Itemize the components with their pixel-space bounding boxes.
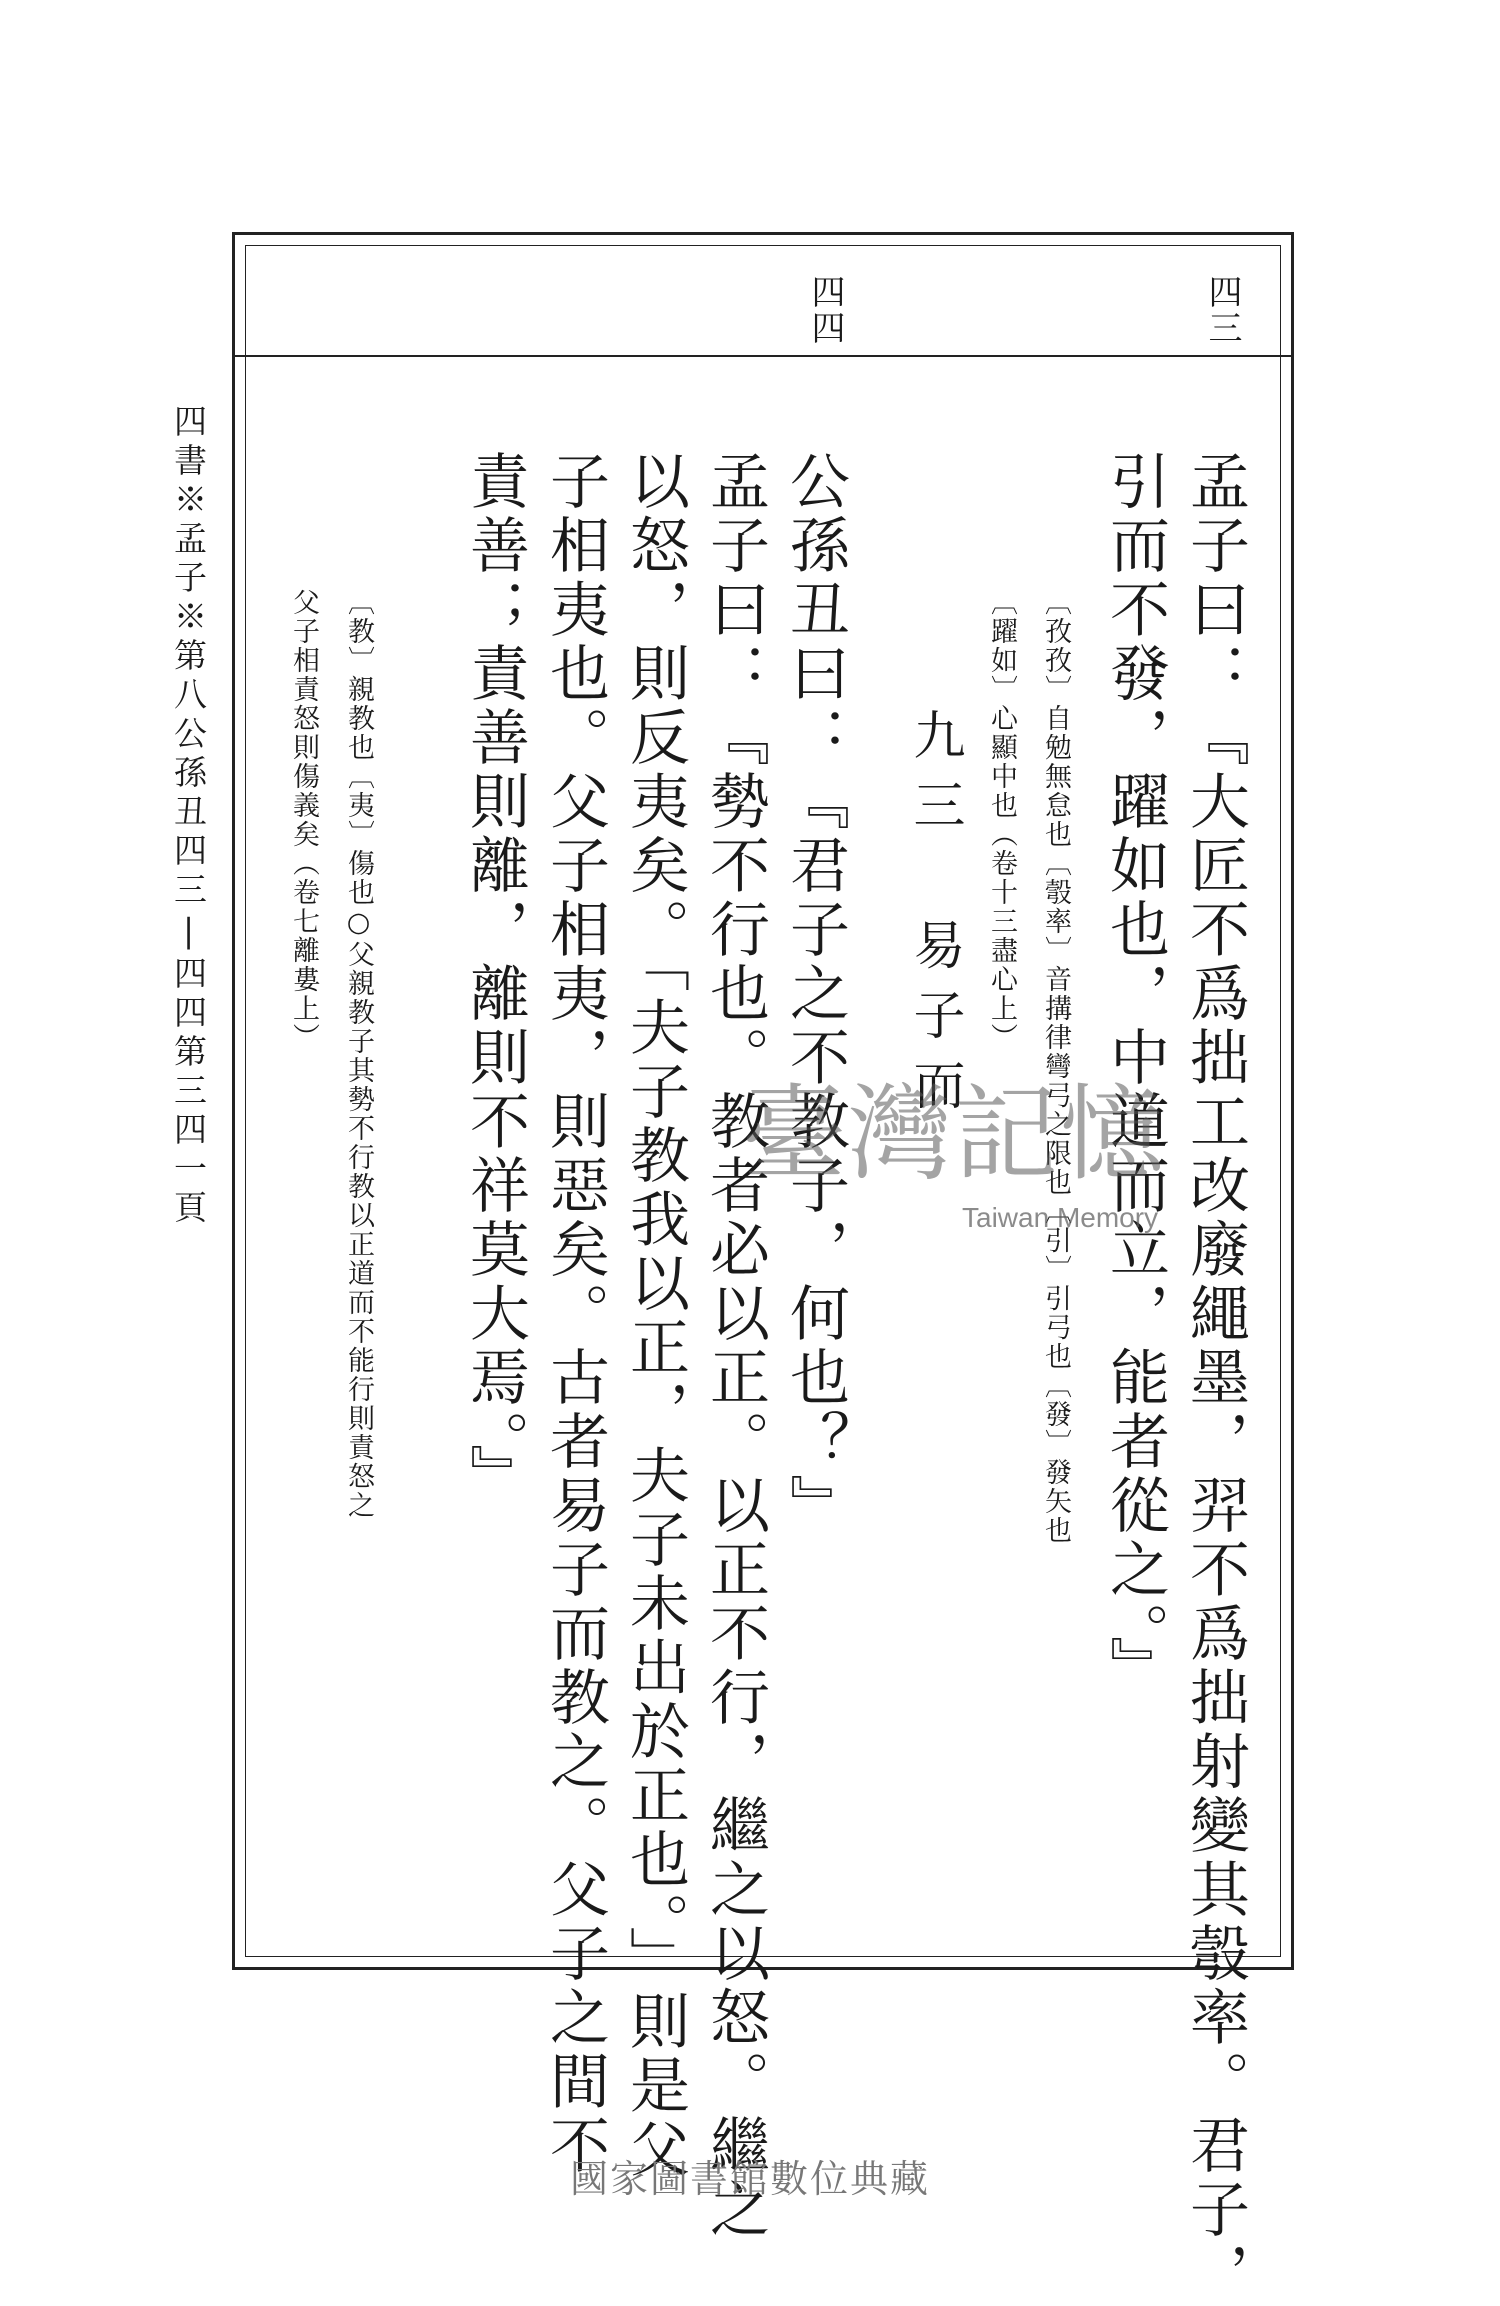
passage-44-note-1: 〔教〕親教也〔夷〕傷也○父親教子其勢不行教以正道而不能行則責怒之 [343,588,374,1520]
page-margin-text: 四書※孟子※第八公孫丑四三|四四第三四一頁 [169,404,208,1229]
passage-43-note-1: 〔孜孜〕自勉無怠也〔彀率〕音搆律彎弓之限也〔引〕引弓也〔發〕發矢也 [1040,588,1071,1545]
passage-44-line-5: 責善；責善則離，離則不祥莫大焉。』 [460,450,530,1508]
section-number-44: 四四 [805,274,845,346]
passage-43-note-2: 〔躍如〕心顯中也（卷十三盡心上） [986,588,1017,1052]
section-number-43: 四三 [1202,274,1242,346]
header-rule [235,355,1291,357]
footer-credit: 國家圖書館數位典藏 [569,2157,930,2201]
passage-43-line-2: 引而不發，躍如也，中道而立，能者從之。』 [1100,450,1170,1700]
watermark-logo: 臺灣記憶 [742,1073,1167,1195]
passage-44-note-2: 父子相責怒則傷義矣（卷七離婁上） [288,588,319,1052]
watermark-subtitle: Taiwan Memory [962,1202,1159,1233]
passage-43-line-1: 孟子曰：『大匠不爲拙工改廢繩墨，羿不爲拙射變其彀率。君子， [1180,450,1250,2306]
kanji-label: 九三 易子而 [904,708,964,1128]
passage-44-line-4: 子相夷也。父子相夷，則惡矣。古者易子而教之。父子之間不 [540,450,610,2178]
passage-44-line-1: 公孫丑曰：『君子之不教子，何也？』 [780,450,850,1538]
passage-44-line-3: 以怒，則反夷矣。「夫子教我以正，夫子未出於正也。」則是父 [620,450,690,2182]
passage-44-line-2: 孟子曰：『勢不行也。教者必以正。以正不行，繼之以怒。繼之 [700,450,770,2242]
